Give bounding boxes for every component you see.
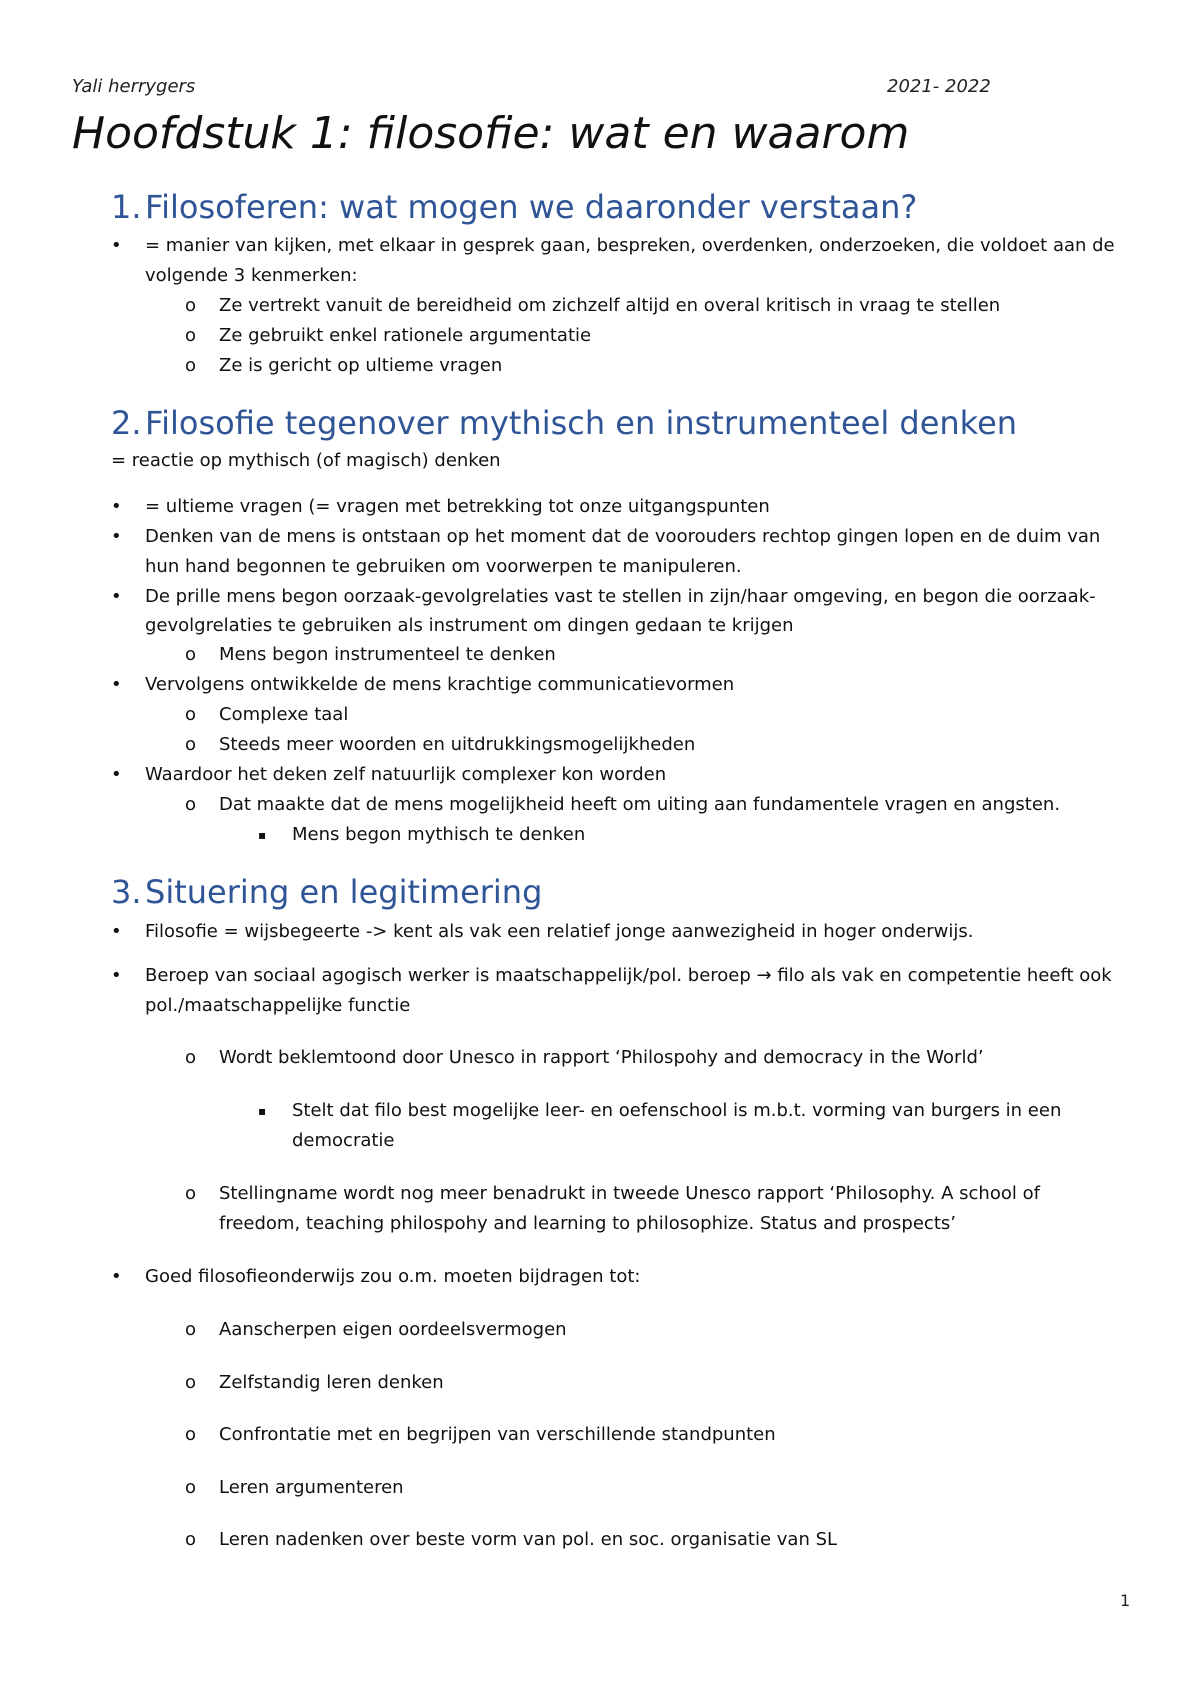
list-item: = manier van kijken, met elkaar in gesprek gaan, bespreken, overdenken, onderzoeken, die voldoet aan de [145,235,1115,256]
section-intro: = reactie op mythisch (of magisch) denken [111,450,501,471]
list-item: Ze gebruikt enkel rationele argumentatie [219,325,592,346]
list-item: Zelfstandig leren denken [219,1372,444,1393]
list-item: Ze vertrekt vanuit de bereidheid om zichzelf altijd en overal kritisch in vraag te stellen [219,295,1001,316]
header-year: 2021- 2022 [887,76,991,97]
bullet-level2: o [185,1047,197,1068]
list-item: Leren nadenken over beste vorm van pol. en soc. organisatie van SL [219,1529,838,1550]
section-heading-1 [111,188,917,226]
bullet-level1: • [111,1266,122,1287]
bullet-level2: o [185,794,197,815]
list-item: Stellingname wordt nog meer benadrukt in tweede Unesco rapport ‘Philosophy. A school of [219,1183,1040,1204]
bullet-level1: • [111,764,122,785]
list-item: Aanscherpen eigen oordeelsvermogen [219,1319,567,1340]
list-item: Wordt beklemtoond door Unesco in rapport ‘Philospohy and democracy in the World’ [219,1047,984,1068]
bullet-level1: • [111,496,122,517]
bullet-level1: • [111,526,122,547]
list-item-continuation: pol./maatschappelijke functie [145,995,411,1016]
bullet-level1: • [111,921,122,942]
list-item: Ze is gericht op ultieme vragen [219,355,503,376]
section-title: Filosofie tegenover mythisch en instrumenteel denken [145,404,1018,442]
bullet-level2: o [185,734,197,755]
list-item: Filosofie = wijsbegeerte -> kent als vak een relatief jonge aanwezigheid in hoger onderwijs. [145,921,974,942]
bullet-level2: o [185,1529,197,1550]
list-item: = ultieme vragen (= vragen met betrekking tot onze uitgangspunten [145,496,770,517]
bullet-level2: o [185,1372,197,1393]
list-item: Leren argumenteren [219,1477,404,1498]
list-item: Vervolgens ontwikkelde de mens krachtige communicatievormen [145,674,735,695]
list-item: Confrontatie met en begrijpen van verschillende standpunten [219,1424,776,1445]
list-item: Complexe taal [219,704,349,725]
list-item-continuation: hun hand begonnen te gebruiken om voorwerpen te manipuleren. [145,556,742,577]
list-item: Mens begon mythisch te denken [292,824,586,845]
bullet-level2: o [185,355,197,376]
list-item: Steeds meer woorden en uitdrukkingsmogelijkheden [219,734,696,755]
list-item: Waardoor het deken zelf natuurlijk complexer kon worden [145,764,667,785]
list-item: Stelt dat filo best mogelijke leer- en oefenschool is m.b.t. vorming van burgers in een [292,1100,1062,1121]
list-item: Mens begon instrumenteel te denken [219,644,556,665]
section-title: Filosoferen: wat mogen we daaronder verstaan? [145,188,918,226]
list-item: De prille mens begon oorzaak-gevolgrelaties vast te stellen in zijn/haar omgeving, en begon die oorzaak- [145,586,1096,607]
bullet-level3: ▪ [258,828,267,842]
bullet-level2: o [185,295,197,316]
section-heading-3 [111,873,542,911]
bullet-level2: o [185,1183,197,1204]
list-item-continuation: freedom, teaching philospohy and learning to philosophize. Status and prospects’ [219,1213,956,1234]
bullet-level1: • [111,674,122,695]
bullet-level2: o [185,325,197,346]
section-number: 1. [111,188,142,226]
list-item: Goed filosofieonderwijs zou o.m. moeten bijdragen tot: [145,1266,641,1287]
page-number: 1 [1120,1591,1131,1610]
bullet-level2: o [185,1319,197,1340]
bullet-level2: o [185,1477,197,1498]
bullet-level1: • [111,965,122,986]
section-number: 2. [111,404,142,442]
bullet-level1: • [111,235,122,256]
page-title: Hoofdstuk 1: filosofie: wat en waarom [72,108,910,159]
list-item: Beroep van sociaal agogisch werker is maatschappelijk/pol. beroep → filo als vak en competentie heeft ook [145,965,1112,986]
bullet-level2: o [185,704,197,725]
section-heading-2 [111,404,1017,442]
bullet-level2: o [185,1424,197,1445]
section-title: Situering en legitimering [145,873,543,911]
header-author: Yali herrygers [72,76,196,97]
list-item-continuation: gevolgrelaties te gebruiken als instrument om dingen gedaan te krijgen [145,615,794,636]
list-item: Dat maakte dat de mens mogelijkheid heeft om uiting aan fundamentele vragen en angsten. [219,794,1061,815]
bullet-level3: ▪ [258,1104,267,1118]
bullet-level1: • [111,586,122,607]
list-item: Denken van de mens is ontstaan op het moment dat de voorouders rechtop gingen lopen en de duim van [145,526,1101,547]
bullet-level2: o [185,644,197,665]
list-item-continuation: democratie [292,1130,395,1151]
list-item-continuation: volgende 3 kenmerken: [145,265,358,286]
section-number: 3. [111,873,142,911]
